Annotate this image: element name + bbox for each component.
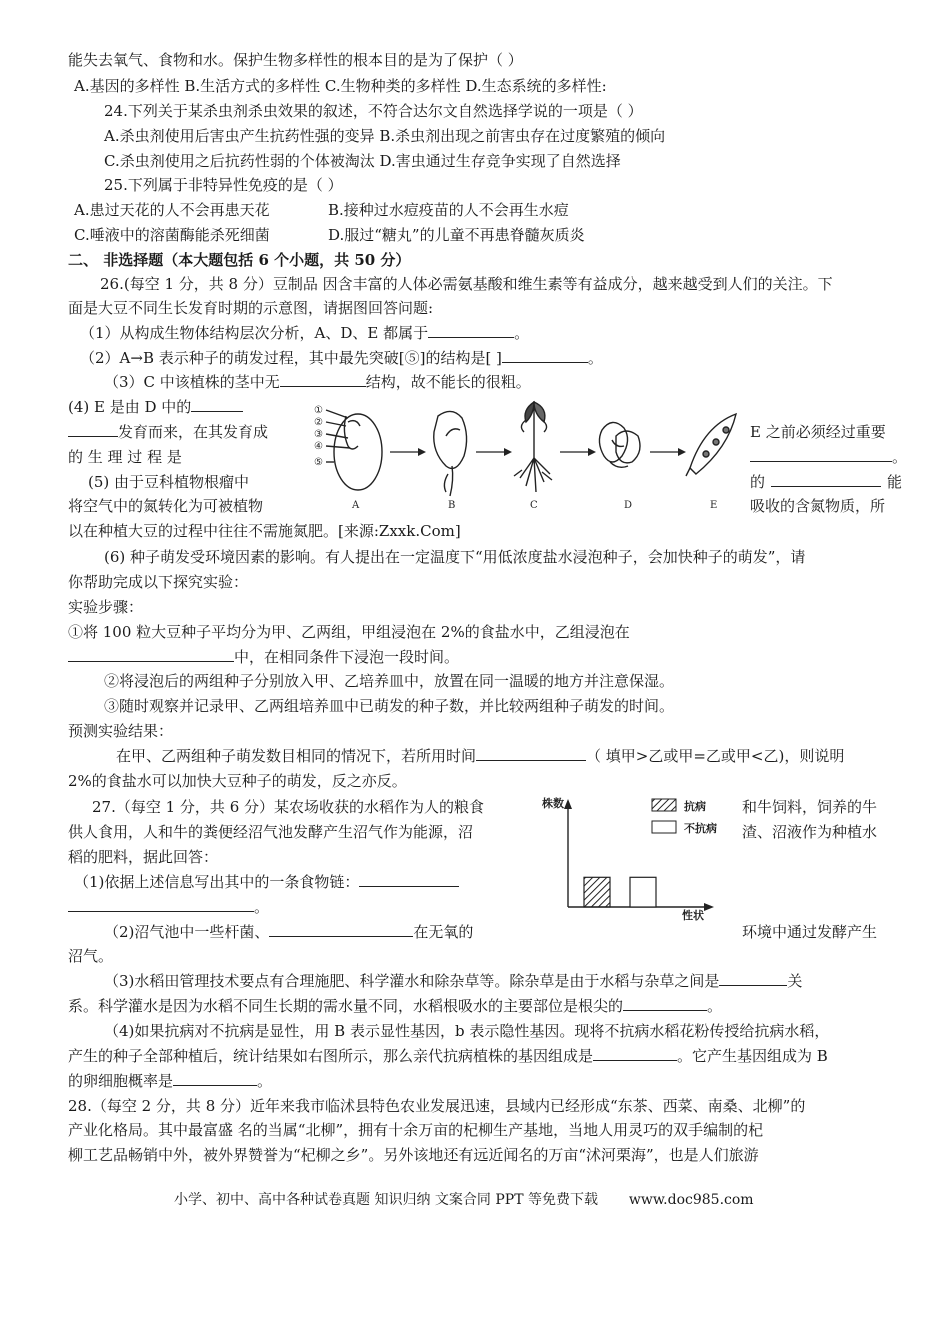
question-27-4-end [68,1071,272,1091]
question-27-1 [74,872,459,892]
legend-swatch-susceptible [652,821,676,833]
question-26-5: (5) 由于豆科植物根瘤中 [88,473,250,491]
question-26-1 [80,323,529,343]
question-25-option-d: D.服过“糖丸”的儿童不再患脊髓灰质炎 [328,226,585,244]
q26-2-end: 。 [587,349,603,367]
question-27-2 [104,922,473,942]
experiment-steps-heading: 实验步骤： [68,598,144,616]
question-24-stem: 24.下列关于某杀虫剂杀虫效果的叙述，不符合达尔文自然选择学说的一项是（ ） [104,102,643,120]
answer-blank [593,1046,677,1061]
answer-blank [191,397,243,412]
seed-part-number: ⑤ [314,457,323,468]
q27-2-text: （2)沼气池中一些杆菌、 [104,923,270,941]
section-heading: 二、 非选择题（本大题包括 6 个小题，共 50 分） [68,251,411,269]
x-axis-label: 性状 [682,909,704,922]
q26-2-text: （2）A→B 表示种子的萌发过程，其中最先突破[⑤]的结构是[ ] [80,349,502,367]
prediction-b: （ 填甲>乙或甲=乙或甲<乙)，则说明 [586,747,845,765]
bar-susceptible [630,877,656,907]
question-25-option-a: A.患过天花的人不会再患天花 [74,201,270,219]
step-1-text: 中，在相同条件下浸泡一段时间。 [234,648,460,666]
answer-blank [771,472,881,487]
question-26-3 [104,372,531,392]
question-26-5-right2: 吸收的含氮物质，所 [750,497,886,515]
question-27-right: 和牛饲料，饲养的牛 [742,798,878,816]
question-26-5-cont: 将空气中的氮转化为可被植物 [68,497,264,515]
answer-blank [280,372,366,387]
q27-3-end: 关 [787,972,803,990]
question-26-6-cont: 你帮助完成以下探究实验： [68,573,249,591]
answer-blank [719,971,787,986]
q26-3-text: （3）C 中该植株的茎中无 [104,373,280,391]
question-27-stem: 27.（每空 1 分，共 6 分）某农场收获的水稻作为人的粮食 [92,798,485,816]
seed-part-number: ③ [314,429,323,440]
q27-4-text: 产生的种子全部种植后，统计结果如右图所示，那么亲代抗病植株的基因组成是 [68,1047,594,1065]
answer-blank [623,996,707,1011]
question-26-4-right2 [750,447,907,467]
flower-diagram-d [599,422,640,467]
q27-3-text: （3)水稻田管理技术要点有合理施肥、科学灌水和除杂草等。除杂草是由于水稻与杂草之间是 [104,972,720,990]
question-26-5-end: 以在种植大豆的过程中往往不需施氮肥。[来源:Zxxk.Com] [68,522,461,540]
answer-blank [502,348,588,363]
question-28-cont: 产业化格局。其中最富盛 名的当属“北柳”，拥有十余万亩的杞柳生产基地，当地人用灵巧的双手编制的杞 [68,1121,764,1139]
q27-3-end2: 。 [707,997,723,1015]
answer-blank [68,897,254,912]
experiment-step-2: ②将浸泡后的两组种子分别放入甲、乙培养皿中，放置在同一温暖的地方并注意保湿。 [104,672,675,690]
prediction-cont: 2%的食盐水可以加快大豆种子的萌发，反之亦反。 [68,772,407,790]
q26-4-end: 。 [892,448,908,466]
text-line: 能失去氧气、食物和水。保护生物多样性的根本目的是为了保护（ ） [68,51,523,69]
q27-2-text2: 在无氧的 [413,923,474,941]
q26-1-end: 。 [514,324,530,342]
stage-label: A [352,500,360,511]
stage-label: D [624,500,633,511]
answer-blank [269,922,413,937]
seedling-diagram-c [514,402,552,492]
question-26-4-cont [68,422,268,442]
question-23-options: A.基因的多样性 B.生活方式的多样性 C.生物种类的多样性 D.生态系统的多样性: [74,77,607,95]
question-25-option-b: B.接种过水痘疫苗的人不会再生水痘 [328,201,569,219]
legend-swatch-resistant [652,799,676,811]
q26-4-text2: 发育而来，在其发育成 [118,423,269,441]
question-26-stem-cont: 面是大豆不同生长发育时期的示意图，请据图回答问题: [68,299,434,317]
q26-4-text: (4) E 是由 D 中的 [68,398,192,416]
question-26-stem: 26.(每空 1 分，共 8 分）豆制品 因含丰富的人体必需氨基酸和维生素等有益成分，越来越受到人们的关注。下 [100,275,833,293]
stage-label: E [710,500,718,511]
stage-label: C [530,500,538,511]
seed-diagram-b [434,411,467,496]
question-26-4-cont2: 的 生 理 过 程 是 [68,448,182,466]
question-26-5-right [750,472,902,492]
question-27-4: （4)如果抗病对不抗病是显性，用 B 表示显性基因，b 表示隐性基因。现将不抗病水稻花粉传授给抗病水稻， [104,1022,830,1040]
question-25-stem: 25.下列属于非特异性免疫的是（ ） [104,176,343,194]
question-27-4-cont [68,1046,828,1066]
legend-label: 不抗病 [684,822,717,835]
question-26-6: (6) 种子萌发受环境因素的影响。有人提出在一定温度下“用低浓度盐水浸泡种子，会加快种子的萌发”，请 [104,548,806,566]
answer-blank [750,447,892,462]
question-27-2-end: 沼气。 [68,947,114,965]
experiment-step-1-cont [68,647,459,667]
question-27-1-cont [68,897,269,917]
answer-blank [68,422,118,437]
question-25-option-c: C.唾液中的溶菌酶能杀死细菌 [74,226,270,244]
pod-diagram-e [686,414,736,476]
question-24-options-ab: A.杀虫剂使用后害虫产生抗药性强的变异 B.杀虫剂出现之前害虫存在过度繁殖的倾向 [104,127,666,145]
q27-4-text2: 。它产生基因组成为 B [677,1047,828,1065]
question-28-stem: 28.（每空 2 分，共 8 分）近年来我市临沭县特色农业发展迅速，县域内已经形成“东茶、西菜、南桑、北柳”的 [68,1097,806,1115]
answer-blank [476,746,586,761]
soybean-growth-figure [312,396,748,514]
bar-resistant [584,877,610,907]
answer-blank [359,872,459,887]
experiment-step-1: ①将 100 粒大豆种子平均分为甲、乙两组，甲组浸泡在 2%的食盐水中，乙组浸泡在 [68,623,630,641]
q27-4-text3: 的卵细胞概率是 [68,1072,174,1090]
seed-diagram-a [326,410,382,490]
footer-text: 小学、初中、高中各种试卷真题 知识归纳 文案合同 PPT 等免费下载 [174,1192,598,1208]
stage-label: B [448,500,456,511]
question-27-cont: 供人食用，人和牛的粪便经沼气池发酵产生沼气作为能源，沼 [68,823,474,841]
q26-1-text: （1）从构成生物体结构层次分析，A、D、E 都属于 [80,324,429,342]
question-27-right2: 渣、沼液作为种植水 [742,823,878,841]
footer [174,1190,754,1210]
answer-blank [173,1071,257,1086]
question-24-options-cd: C.杀虫剂使用之后抗药性弱的个体被淘汰 D.害虫通过生存竞争实现了自然选择 [104,152,621,170]
question-26-4 [68,397,243,417]
q27-1-text: （1)依据上述信息写出其中的一条食物链： [74,873,360,891]
prediction-a: 在甲、乙两组种子萌发数目相同的情况下，若所用时间 [116,747,477,765]
q27-4-end-mark: 。 [257,1072,273,1090]
chart-legend [650,796,740,838]
q26-5-neng: 能 [887,473,903,491]
legend-label: 抗病 [684,800,706,813]
q27-1-end: 。 [254,898,270,916]
footer-url[interactable]: www.doc985.com [628,1192,754,1208]
answer-blank [428,323,514,338]
question-27-3-cont [68,996,722,1016]
q26-3-end: 结构，故不能长的很粗。 [365,373,531,391]
q26-5-de: 的 [750,473,766,491]
q27-3-text2: 系。科学灌水是因为水稻不同生长期的需水量不同，水稻根吸水的主要部位是根尖的 [68,997,624,1015]
seed-part-number: ① [314,405,323,416]
question-27-3 [104,971,802,991]
seed-part-number: ④ [314,441,323,452]
question-28-cont2: 柳工艺品畅销中外，被外界赞誉为“杞柳之乡”。另外该地还有远近闻名的万亩“沭河栗海”，也是人们旅游 [68,1146,759,1164]
question-26-2 [80,348,603,368]
prediction-heading: 预测实验结果： [68,722,174,740]
question-27-cont2: 稻的肥料，据此回答： [68,848,219,866]
seed-part-number: ② [314,417,323,428]
experiment-step-3: ③随时观察并记录甲、乙两组培养皿中已萌发的种子数，并比较两组种子萌发的时间。 [104,697,675,715]
y-axis-label: 株数 [542,797,564,810]
answer-blank [68,647,234,662]
question-26-4-right: E 之前必须经过重要 [750,423,886,441]
prediction-text [116,746,844,766]
question-27-2-right: 环境中通过发酵产生 [742,923,878,941]
